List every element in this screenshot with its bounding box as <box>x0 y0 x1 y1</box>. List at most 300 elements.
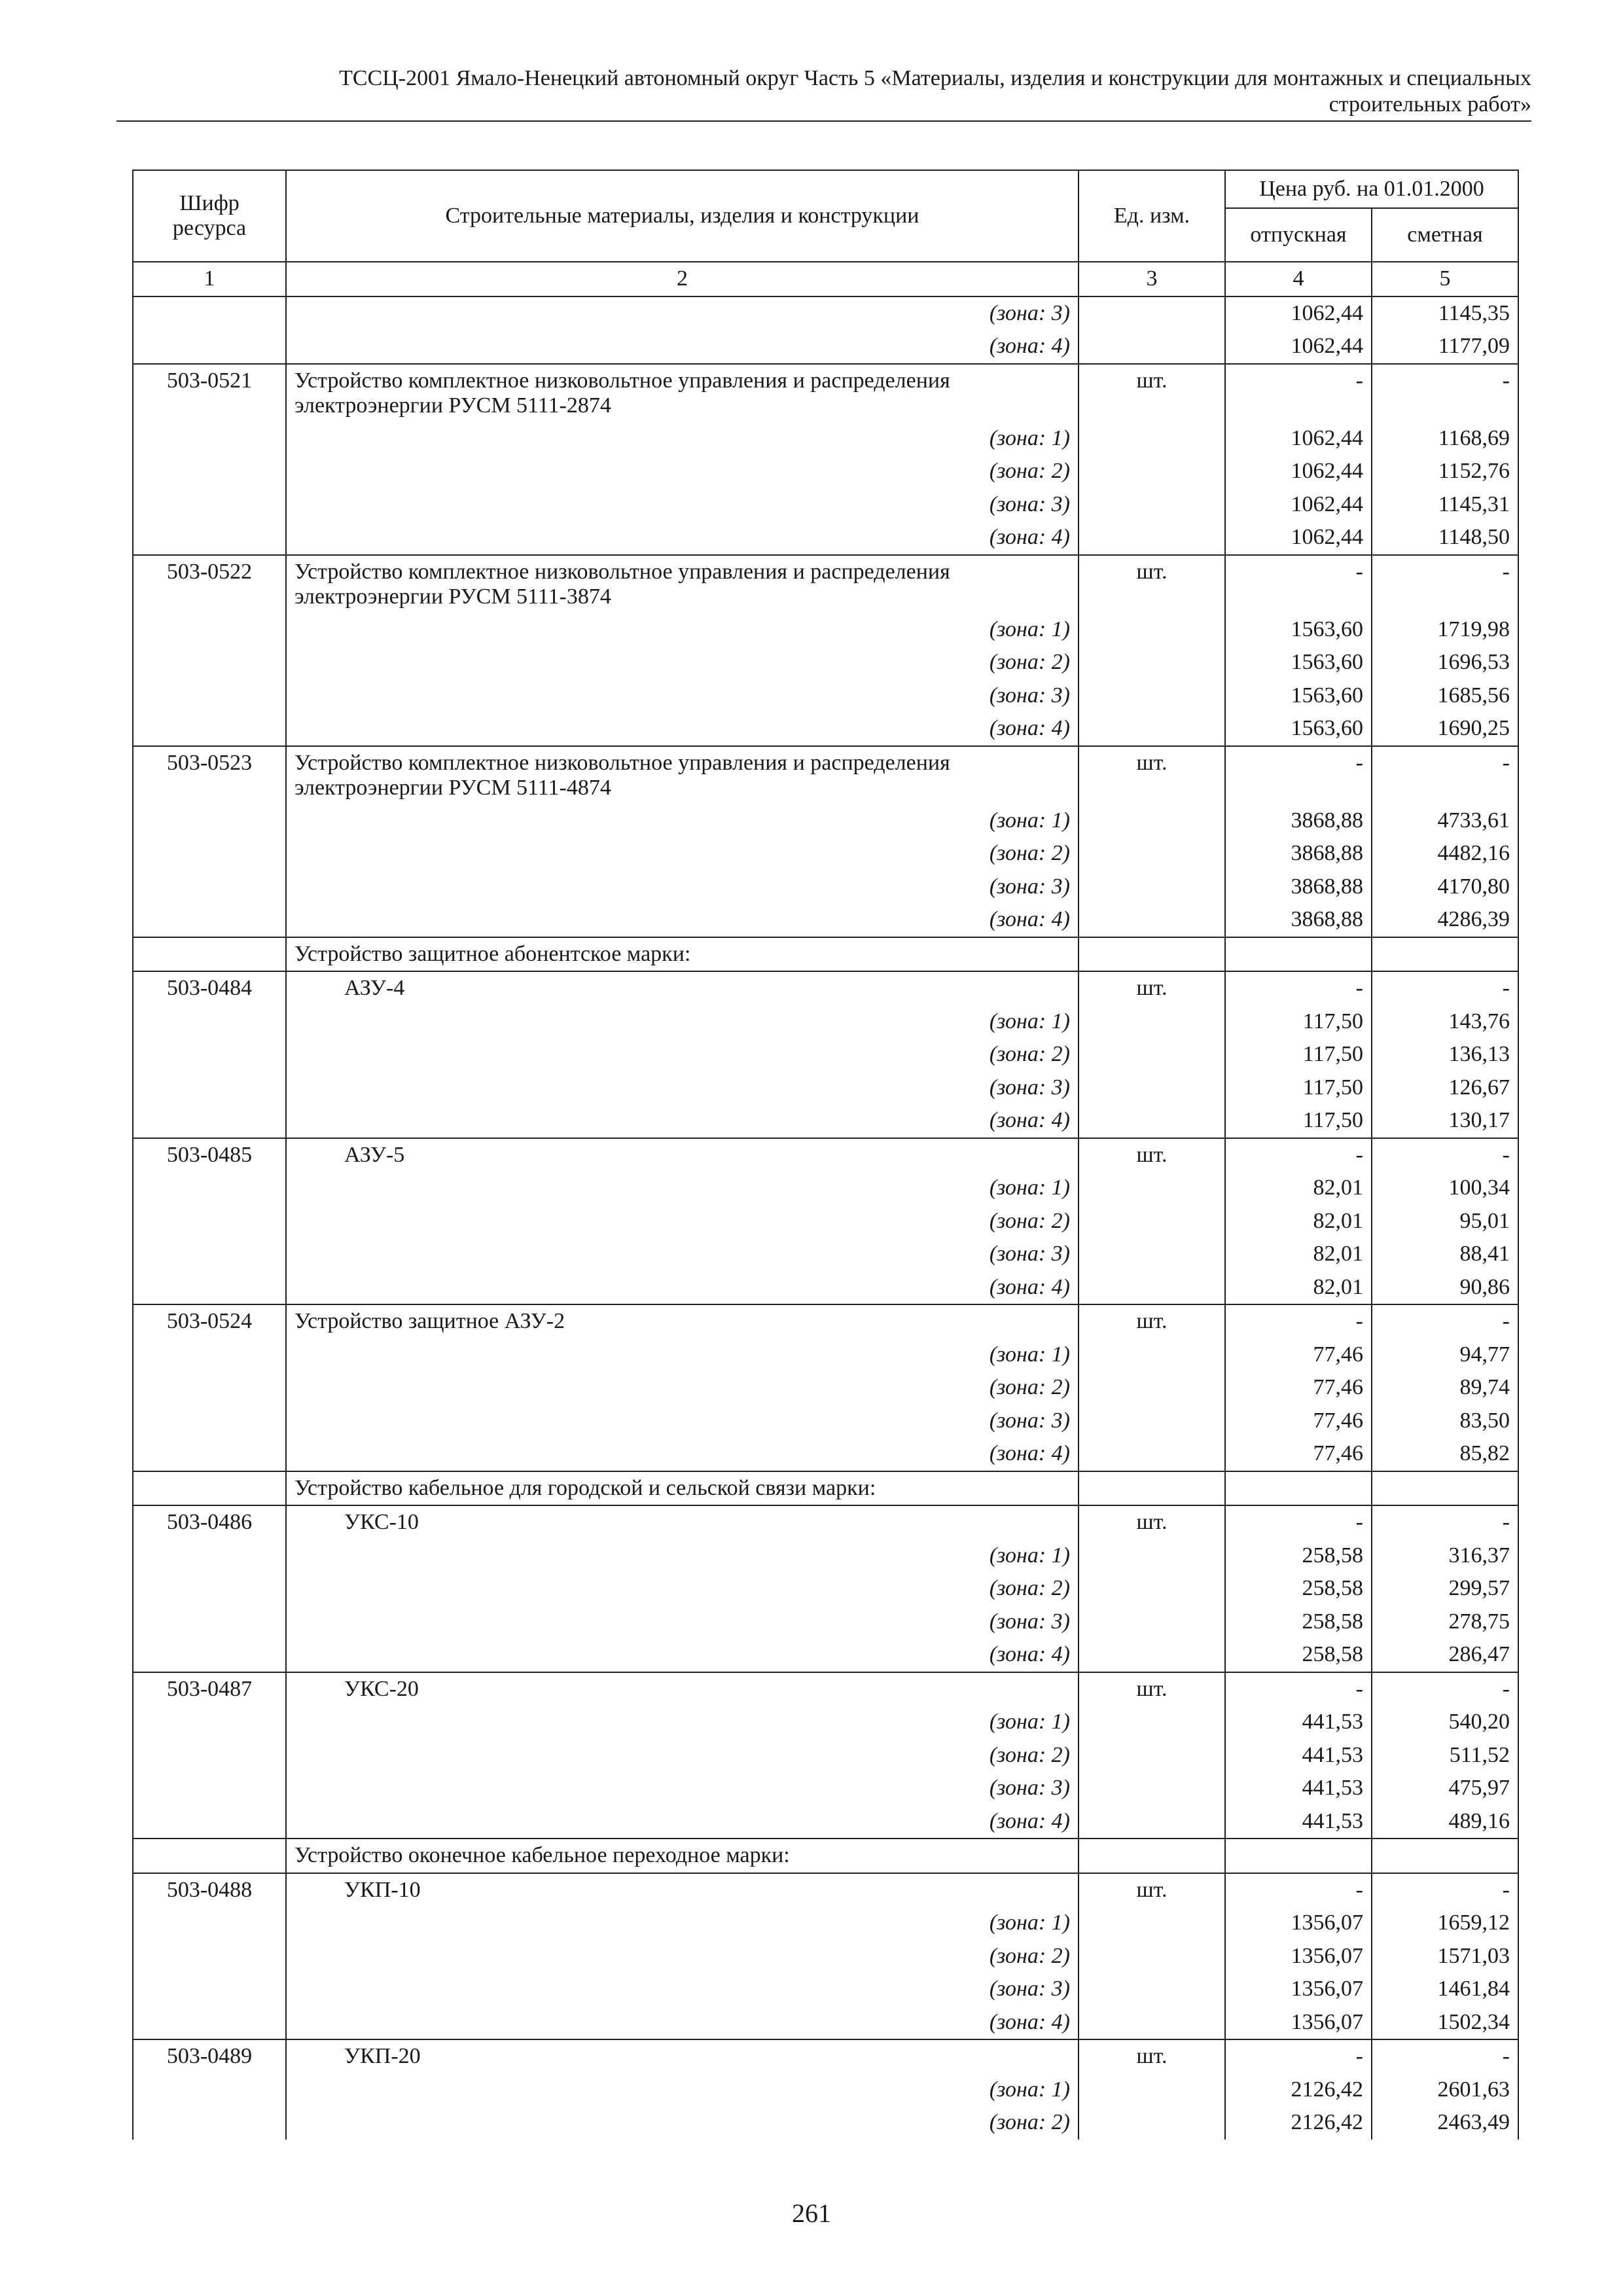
empty-cell <box>1079 1805 1225 1839</box>
empty-cell <box>1079 1038 1225 1071</box>
empty-cell <box>1079 488 1225 522</box>
zone-estimate-price: 1461,84 <box>1372 1973 1518 2006</box>
empty-cell <box>1079 903 1225 937</box>
zone-estimate-price: 88,41 <box>1372 1238 1518 1271</box>
empty-cell <box>133 1038 286 1071</box>
zone-label: (зона: 3) <box>286 679 1079 713</box>
group-heading-row <box>133 1471 1518 1506</box>
empty-cell <box>133 455 286 488</box>
empty-cell <box>1079 1605 1225 1639</box>
zone-release-price: 1356,07 <box>1225 1907 1372 1940</box>
zone-row <box>133 1338 1518 1372</box>
empty-cell <box>1079 1005 1225 1039</box>
zone-row <box>133 837 1518 870</box>
zone-release-price: 1356,07 <box>1225 2006 1372 2040</box>
zone-release-price: 82,01 <box>1225 1205 1372 1238</box>
zone-release-price: 1062,44 <box>1225 330 1372 364</box>
empty-cell <box>1079 712 1225 746</box>
zone-release-price: 82,01 <box>1225 1271 1372 1305</box>
zone-release-price: 117,50 <box>1225 1104 1372 1138</box>
zone-estimate-price: 1659,12 <box>1372 1907 1518 1940</box>
empty-cell <box>1079 613 1225 647</box>
zone-release-price: 77,46 <box>1225 1437 1372 1471</box>
empty-cell <box>1079 1706 1225 1739</box>
empty-cell <box>133 1104 286 1138</box>
resource-name: АЗУ-4 <box>286 971 1079 1005</box>
empty-cell <box>1079 1104 1225 1138</box>
header-name: Строительные материалы, изделия и конструкции <box>286 170 1079 262</box>
resource-unit: шт. <box>1079 555 1225 613</box>
empty-cell <box>133 1772 286 1805</box>
empty-cell <box>133 870 286 904</box>
zone-label: (зона: 2) <box>286 1940 1079 1973</box>
resource-name: Устройство комплектное низковольтное управления и распределения электроэнергии РУСМ 5111-2874 <box>286 364 1079 422</box>
zone-estimate-price: 2601,63 <box>1372 2073 1518 2107</box>
zone-estimate-price: 95,01 <box>1372 1205 1518 1238</box>
column-number-row <box>133 262 1518 296</box>
zone-row <box>133 1940 1518 1973</box>
empty-cell <box>1079 455 1225 488</box>
zone-row <box>133 1638 1518 1672</box>
release-price: - <box>1225 1672 1372 1706</box>
empty-cell <box>133 1739 286 1772</box>
empty-cell <box>1079 1338 1225 1372</box>
empty-cell <box>1079 1772 1225 1805</box>
group-heading: Устройство защитное абонентское марки: <box>286 937 1079 972</box>
zone-label: (зона: 3) <box>286 1973 1079 2006</box>
zone-label: (зона: 1) <box>286 613 1079 647</box>
empty-cell <box>1079 1638 1225 1672</box>
zone-release-price: 3868,88 <box>1225 870 1372 904</box>
zone-row <box>133 870 1518 904</box>
zone-release-price: 2126,42 <box>1225 2073 1372 2107</box>
zone-estimate-price: 286,47 <box>1372 1638 1518 1672</box>
resource-row <box>133 1505 1518 1539</box>
estimate-price: - <box>1372 1505 1518 1539</box>
zone-estimate-price: 126,67 <box>1372 1071 1518 1105</box>
zone-row <box>133 2006 1518 2040</box>
resource-code: 503-0484 <box>133 971 286 1005</box>
resource-row <box>133 746 1518 804</box>
empty-cell <box>133 1205 286 1238</box>
zone-row <box>133 679 1518 713</box>
zone-release-price: 1563,60 <box>1225 646 1372 679</box>
zone-release-price: 258,58 <box>1225 1638 1372 1672</box>
zone-estimate-price: 83,50 <box>1372 1405 1518 1438</box>
empty-cell <box>1079 679 1225 713</box>
column-number: 5 <box>1372 262 1518 296</box>
release-price: - <box>1225 2039 1372 2073</box>
zone-estimate-price: 143,76 <box>1372 1005 1518 1039</box>
empty-cell <box>1079 422 1225 456</box>
zone-release-price: 1062,44 <box>1225 296 1372 331</box>
zone-estimate-price: 299,57 <box>1372 1572 1518 1605</box>
zone-label: (зона: 4) <box>286 2006 1079 2040</box>
release-price: - <box>1225 1873 1372 1907</box>
zone-release-price: 1062,44 <box>1225 488 1372 522</box>
resource-unit: шт. <box>1079 1873 1225 1907</box>
empty-cell <box>1372 937 1518 972</box>
empty-cell <box>133 422 286 456</box>
empty-cell <box>133 1839 286 1873</box>
estimate-price: - <box>1372 1873 1518 1907</box>
zone-release-price: 3868,88 <box>1225 903 1372 937</box>
zone-release-price: 1563,60 <box>1225 679 1372 713</box>
zone-label: (зона: 4) <box>286 1271 1079 1305</box>
zone-row <box>133 712 1518 746</box>
empty-cell <box>1079 646 1225 679</box>
table-header <box>133 170 1518 262</box>
resource-code: 503-0489 <box>133 2039 286 2073</box>
zone-label: (зона: 1) <box>286 1338 1079 1372</box>
zone-estimate-price: 1685,56 <box>1372 679 1518 713</box>
zone-release-price: 77,46 <box>1225 1405 1372 1438</box>
empty-cell <box>1079 1371 1225 1405</box>
empty-cell <box>1079 1238 1225 1271</box>
zone-estimate-price: 1571,03 <box>1372 1940 1518 1973</box>
resource-unit: шт. <box>1079 746 1225 804</box>
release-price: - <box>1225 746 1372 804</box>
empty-cell <box>133 2106 286 2140</box>
zone-label: (зона: 1) <box>286 422 1079 456</box>
zone-estimate-price: 4286,39 <box>1372 903 1518 937</box>
price-table <box>132 170 1519 2140</box>
resource-row <box>133 1304 1518 1338</box>
estimate-price: - <box>1372 1304 1518 1338</box>
zone-estimate-price: 2463,49 <box>1372 2106 1518 2140</box>
page-header <box>116 65 1531 118</box>
resource-name: АЗУ-5 <box>286 1138 1079 1172</box>
page-number: 261 <box>792 2198 831 2228</box>
release-price: - <box>1225 1505 1372 1539</box>
zone-estimate-price: 511,52 <box>1372 1739 1518 1772</box>
zone-row <box>133 296 1518 331</box>
zone-estimate-price: 1168,69 <box>1372 422 1518 456</box>
empty-cell <box>1079 804 1225 838</box>
table-body <box>133 262 1518 2140</box>
resource-unit: шт. <box>1079 1672 1225 1706</box>
zone-release-price: 258,58 <box>1225 1605 1372 1639</box>
zone-row <box>133 804 1518 838</box>
zone-estimate-price: 1690,25 <box>1372 712 1518 746</box>
empty-cell <box>133 1605 286 1639</box>
zone-label: (зона: 1) <box>286 1539 1079 1573</box>
zone-estimate-price: 1177,09 <box>1372 330 1518 364</box>
empty-cell <box>133 613 286 647</box>
column-number: 2 <box>286 262 1079 296</box>
zone-estimate-price: 100,34 <box>1372 1172 1518 1205</box>
zone-label: (зона: 2) <box>286 455 1079 488</box>
zone-row <box>133 488 1518 522</box>
zone-row <box>133 330 1518 364</box>
estimate-price: - <box>1372 2039 1518 2073</box>
empty-cell <box>133 1371 286 1405</box>
release-price: - <box>1225 1304 1372 1338</box>
empty-cell <box>133 521 286 555</box>
zone-estimate-price: 4733,61 <box>1372 804 1518 838</box>
header-unit: Ед. изм. <box>1079 170 1225 262</box>
resource-row <box>133 1873 1518 1907</box>
empty-cell <box>133 488 286 522</box>
zone-estimate-price: 4482,16 <box>1372 837 1518 870</box>
zone-label: (зона: 1) <box>286 2073 1079 2107</box>
zone-label: (зона: 3) <box>286 488 1079 522</box>
resource-name: УКС-20 <box>286 1672 1079 1706</box>
zone-label: (зона: 2) <box>286 2106 1079 2140</box>
zone-release-price: 1062,44 <box>1225 521 1372 555</box>
zone-row <box>133 455 1518 488</box>
empty-cell <box>133 2006 286 2040</box>
empty-cell <box>133 1338 286 1372</box>
header-title-line2: строительных работ» <box>1329 92 1531 117</box>
zone-estimate-price: 1145,31 <box>1372 488 1518 522</box>
zone-row <box>133 1739 1518 1772</box>
zone-row <box>133 1371 1518 1405</box>
empty-cell <box>1225 1839 1372 1873</box>
zone-release-price: 117,50 <box>1225 1005 1372 1039</box>
zone-estimate-price: 1696,53 <box>1372 646 1518 679</box>
empty-cell <box>133 1940 286 1973</box>
estimate-price: - <box>1372 1138 1518 1172</box>
column-number: 4 <box>1225 262 1372 296</box>
zone-estimate-price: 540,20 <box>1372 1706 1518 1739</box>
empty-cell <box>1079 1539 1225 1573</box>
empty-cell <box>1079 1405 1225 1438</box>
zone-release-price: 117,50 <box>1225 1071 1372 1105</box>
group-heading-row <box>133 937 1518 972</box>
empty-cell <box>1079 1271 1225 1305</box>
header-release: отпускная <box>1225 208 1372 262</box>
empty-cell <box>1079 2073 1225 2107</box>
zone-label: (зона: 2) <box>286 1371 1079 1405</box>
zone-row <box>133 1772 1518 1805</box>
zone-label: (зона: 1) <box>286 1706 1079 1739</box>
zone-estimate-price: 89,74 <box>1372 1371 1518 1405</box>
empty-cell <box>133 804 286 838</box>
empty-cell <box>1079 2106 1225 2140</box>
zone-release-price: 77,46 <box>1225 1338 1372 1372</box>
zone-row <box>133 1071 1518 1105</box>
zone-estimate-price: 489,16 <box>1372 1805 1518 1839</box>
zone-row <box>133 646 1518 679</box>
empty-cell <box>133 2073 286 2107</box>
zone-label: (зона: 3) <box>286 1405 1079 1438</box>
zone-row <box>133 903 1518 937</box>
zone-release-price: 82,01 <box>1225 1172 1372 1205</box>
zone-label: (зона: 1) <box>286 1907 1079 1940</box>
empty-cell <box>133 1805 286 1839</box>
resource-name: УКП-10 <box>286 1873 1079 1907</box>
empty-cell <box>1372 1471 1518 1506</box>
resource-name: Устройство комплектное низковольтное управления и распределения электроэнергии РУСМ 5111-3874 <box>286 555 1079 613</box>
zone-label: (зона: 1) <box>286 804 1079 838</box>
zone-estimate-price: 136,13 <box>1372 1038 1518 1071</box>
zone-label: (зона: 4) <box>286 903 1079 937</box>
zone-release-price: 2126,42 <box>1225 2106 1372 2140</box>
empty-cell <box>1079 1940 1225 1973</box>
empty-cell <box>1079 1437 1225 1471</box>
resource-row <box>133 971 1518 1005</box>
zone-label: (зона: 4) <box>286 1805 1079 1839</box>
resource-unit: шт. <box>1079 1505 1225 1539</box>
empty-cell <box>1079 1839 1225 1873</box>
zone-estimate-price: 4170,80 <box>1372 870 1518 904</box>
estimate-price: - <box>1372 971 1518 1005</box>
zone-label: (зона: 3) <box>286 870 1079 904</box>
zone-row <box>133 1605 1518 1639</box>
zone-label: (зона: 4) <box>286 1638 1079 1672</box>
zone-label: (зона: 1) <box>286 1005 1079 1039</box>
zone-estimate-price: 316,37 <box>1372 1539 1518 1573</box>
resource-row <box>133 2039 1518 2073</box>
zone-estimate-price: 1719,98 <box>1372 613 1518 647</box>
zone-label: (зона: 3) <box>286 1238 1079 1271</box>
resource-name: Устройство защитное АЗУ-2 <box>286 1304 1079 1338</box>
zone-row <box>133 613 1518 647</box>
zone-row <box>133 1038 1518 1071</box>
resource-name: УКП-20 <box>286 2039 1079 2073</box>
group-heading-row <box>133 1839 1518 1873</box>
empty-cell <box>1225 1471 1372 1506</box>
zone-row <box>133 1437 1518 1471</box>
zone-label: (зона: 1) <box>286 1172 1079 1205</box>
zone-label: (зона: 2) <box>286 1205 1079 1238</box>
empty-cell <box>1079 330 1225 364</box>
zone-row <box>133 2073 1518 2107</box>
resource-row <box>133 555 1518 613</box>
resource-row <box>133 1672 1518 1706</box>
empty-cell <box>1079 870 1225 904</box>
resource-code: 503-0522 <box>133 555 286 613</box>
resource-code: 503-0521 <box>133 364 286 422</box>
zone-row <box>133 1104 1518 1138</box>
empty-cell <box>133 1271 286 1305</box>
empty-cell <box>133 330 286 364</box>
zone-row <box>133 1805 1518 1839</box>
release-price: - <box>1225 971 1372 1005</box>
zone-estimate-price: 1152,76 <box>1372 455 1518 488</box>
zone-estimate-price: 94,77 <box>1372 1338 1518 1372</box>
zone-label: (зона: 2) <box>286 1038 1079 1071</box>
resource-code: 503-0488 <box>133 1873 286 1907</box>
empty-cell <box>133 1907 286 1940</box>
zone-row <box>133 521 1518 555</box>
zone-release-price: 1062,44 <box>1225 422 1372 456</box>
resource-unit: шт. <box>1079 364 1225 422</box>
empty-cell <box>1079 296 1225 331</box>
empty-cell <box>133 1471 286 1506</box>
zone-label: (зона: 3) <box>286 296 1079 331</box>
resource-unit: шт. <box>1079 1304 1225 1338</box>
zone-label: (зона: 4) <box>286 712 1079 746</box>
estimate-price: - <box>1372 1672 1518 1706</box>
zone-release-price: 441,53 <box>1225 1805 1372 1839</box>
resource-code: 503-0486 <box>133 1505 286 1539</box>
empty-cell <box>1079 1205 1225 1238</box>
empty-cell <box>1079 521 1225 555</box>
header-price: Цена руб. на 01.01.2000 <box>1225 170 1518 208</box>
zone-label: (зона: 3) <box>286 1071 1079 1105</box>
resource-row <box>133 1138 1518 1172</box>
empty-cell <box>1079 2006 1225 2040</box>
estimate-price: - <box>1372 364 1518 422</box>
zone-release-price: 1356,07 <box>1225 1940 1372 1973</box>
zone-release-price: 117,50 <box>1225 1038 1372 1071</box>
empty-cell <box>1079 1739 1225 1772</box>
zone-release-price: 258,58 <box>1225 1572 1372 1605</box>
zone-estimate-price: 90,86 <box>1372 1271 1518 1305</box>
zone-release-price: 441,53 <box>1225 1706 1372 1739</box>
empty-cell <box>133 1706 286 1739</box>
resource-code: 503-0524 <box>133 1304 286 1338</box>
zone-row <box>133 1706 1518 1739</box>
zone-estimate-price: 1145,35 <box>1372 296 1518 331</box>
zone-row <box>133 1572 1518 1605</box>
release-price: - <box>1225 555 1372 613</box>
header-title-line1: ТССЦ-2001 Ямало-Ненецкий автономный округ Часть 5 «Материалы, изделия и конструкции для монтажных и специальных <box>339 66 1531 90</box>
zone-release-price: 258,58 <box>1225 1539 1372 1573</box>
empty-cell <box>133 837 286 870</box>
zone-label: (зона: 4) <box>286 1104 1079 1138</box>
zone-row <box>133 1172 1518 1205</box>
empty-cell <box>133 1071 286 1105</box>
empty-cell <box>1079 937 1225 972</box>
empty-cell <box>133 1172 286 1205</box>
zone-row <box>133 1005 1518 1039</box>
zone-row <box>133 422 1518 456</box>
header-code: Шифр ресурса <box>133 170 286 262</box>
zone-row <box>133 1539 1518 1573</box>
zone-estimate-price: 278,75 <box>1372 1605 1518 1639</box>
empty-cell <box>133 1539 286 1573</box>
header-estimate: сметная <box>1372 208 1518 262</box>
release-price: - <box>1225 364 1372 422</box>
zone-release-price: 3868,88 <box>1225 804 1372 838</box>
empty-cell <box>1225 937 1372 972</box>
empty-cell <box>133 679 286 713</box>
empty-cell <box>133 903 286 937</box>
zone-release-price: 1563,60 <box>1225 613 1372 647</box>
zone-label: (зона: 2) <box>286 837 1079 870</box>
empty-cell <box>133 1238 286 1271</box>
resource-unit: шт. <box>1079 1138 1225 1172</box>
zone-row <box>133 1205 1518 1238</box>
empty-cell <box>1079 1572 1225 1605</box>
empty-cell <box>133 1437 286 1471</box>
zone-label: (зона: 4) <box>286 521 1079 555</box>
empty-cell <box>133 1005 286 1039</box>
resource-unit: шт. <box>1079 2039 1225 2073</box>
release-price: - <box>1225 1138 1372 1172</box>
zone-row <box>133 1238 1518 1271</box>
empty-cell <box>1372 1839 1518 1873</box>
zone-row <box>133 1271 1518 1305</box>
zone-estimate-price: 475,97 <box>1372 1772 1518 1805</box>
zone-label: (зона: 3) <box>286 1605 1079 1639</box>
zone-release-price: 441,53 <box>1225 1739 1372 1772</box>
column-number: 1 <box>133 262 286 296</box>
zone-label: (зона: 4) <box>286 1437 1079 1471</box>
resource-name: УКС-10 <box>286 1505 1079 1539</box>
zone-label: (зона: 2) <box>286 1572 1079 1605</box>
zone-estimate-price: 1502,34 <box>1372 2006 1518 2040</box>
empty-cell <box>1079 1471 1225 1506</box>
zone-release-price: 82,01 <box>1225 1238 1372 1271</box>
resource-code: 503-0485 <box>133 1138 286 1172</box>
resource-row <box>133 364 1518 422</box>
zone-release-price: 1356,07 <box>1225 1973 1372 2006</box>
group-heading: Устройство оконечное кабельное переходное марки: <box>286 1839 1079 1873</box>
